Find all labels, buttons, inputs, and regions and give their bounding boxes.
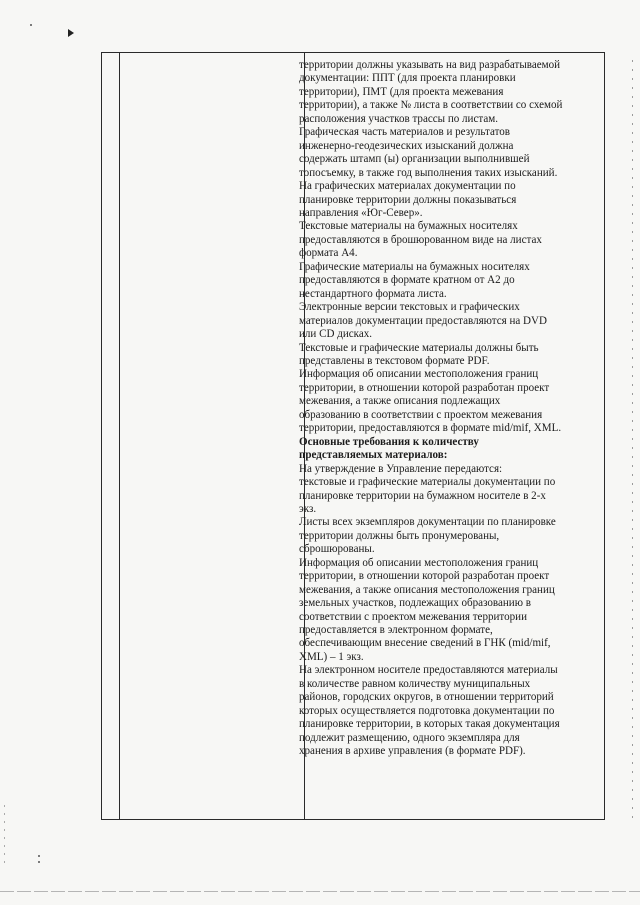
text-line: территории), ПМТ (для проекта межевания	[299, 85, 504, 98]
text-line: Информация об описании местоположения границ	[299, 368, 539, 381]
scan-edge-artifact	[4, 805, 5, 865]
text-line: инженерно-геодезических изысканий должна	[299, 139, 514, 152]
requirements-cell-text	[299, 59, 605, 759]
text-line: Электронные версии текстовых и графических	[299, 301, 520, 314]
text-line: районов, городских округов, в отношении территорий	[299, 691, 554, 704]
text-line: межевания, а также описания местоположения границ	[299, 583, 555, 596]
bold-heading-line: Основные требования к количеству	[299, 435, 479, 448]
text-line: содержать штамп (ы) организации выполнившей	[299, 153, 530, 166]
text-line: топосъемку, в также год выполнения таких изысканий.	[299, 166, 558, 179]
text-line: Текстовые материалы на бумажных носителях	[299, 220, 518, 233]
text-line: сброшюрованы.	[299, 543, 375, 556]
text-line: предоставляются в формате кратном от А2 до	[299, 274, 515, 287]
text-line: территории, в отношении которой разработан проект	[299, 381, 550, 394]
scan-arrow-mark	[68, 29, 74, 37]
text-line: обеспечивающим внесение сведений в ГНК (mid/mif,	[299, 637, 551, 650]
text-line: территории должны быть пронумерованы,	[299, 529, 500, 542]
text-line: На электронном носителе предоставляются материалы	[299, 664, 558, 677]
text-line: межевания, а также описания подлежащих	[299, 395, 501, 408]
text-line: соответствии с проектом межевания территории	[299, 610, 527, 623]
text-line: территории, предоставляются в формате mid/mif, XML.	[299, 422, 562, 435]
text-line: Листы всех экземпляров документации по планировке	[299, 516, 556, 529]
text-line: На утверждение в Управление передаются:	[299, 462, 503, 475]
text-line: земельных участков, подлежащих образованию в	[299, 597, 531, 610]
scan-dot	[30, 24, 32, 26]
bold-heading-line: представляемых материалов:	[299, 449, 448, 462]
text-line: подлежит размещению, одного экземпляра для	[299, 731, 520, 744]
text-line: материалов документации предоставляются на DVD	[299, 314, 547, 327]
text-line: или CD дисках.	[299, 328, 373, 341]
text-line: экз.	[299, 502, 317, 515]
text-line: направления «Юг-Север».	[299, 206, 423, 219]
text-line: Графическая часть материалов и результатов	[299, 126, 511, 139]
scan-bottom-artifact	[0, 891, 640, 892]
scan-edge-artifact	[632, 60, 633, 820]
text-line: XML) – 1 экз.	[299, 650, 364, 663]
text-line: Графические материалы на бумажных носителях	[299, 260, 530, 273]
text-line: На графических материалах документации по	[299, 180, 516, 193]
text-line: представлены в текстовом формате PDF.	[299, 354, 490, 367]
text-line: Текстовые и графические материалы должны быть	[299, 341, 539, 354]
text-line: территории), а также № листа в соответствии со схемой	[299, 99, 563, 112]
text-line: Информация об описании местоположения границ	[299, 556, 539, 569]
text-line: нестандартного формата листа.	[299, 287, 447, 300]
table-column-divider	[119, 53, 120, 819]
scan-dot	[38, 861, 40, 863]
text-line: образованию в соответствии с проектом межевания	[299, 408, 543, 421]
text-line: текстовые и графические материалы документации по	[299, 476, 556, 489]
text-line: расположения участков трассы по листам.	[299, 112, 498, 125]
text-line: территории, в отношении которой разработан проект	[299, 570, 550, 583]
text-line: документации: ППТ (для проекта планировки	[299, 72, 516, 85]
text-line: планировке территории должны показываться	[299, 193, 517, 206]
text-line: в количестве равном количеству муниципальных	[299, 677, 531, 690]
text-line: которых осуществляется подготовка документации по	[299, 704, 555, 717]
text-line: хранения в архиве управления (в формате PDF).	[299, 745, 526, 758]
text-line: предоставляются в брошюрованном виде на листах	[299, 233, 542, 246]
scan-dot	[38, 855, 40, 857]
text-line: планировке территории на бумажном носителе в 2-х	[299, 489, 546, 502]
text-line: формата А4.	[299, 247, 358, 260]
text-line: планировке территории, в которых такая документация	[299, 718, 560, 731]
text-line: территории должны указывать на вид разрабатываемой	[299, 59, 561, 71]
text-line: предоставляется в электронном формате,	[299, 624, 493, 637]
